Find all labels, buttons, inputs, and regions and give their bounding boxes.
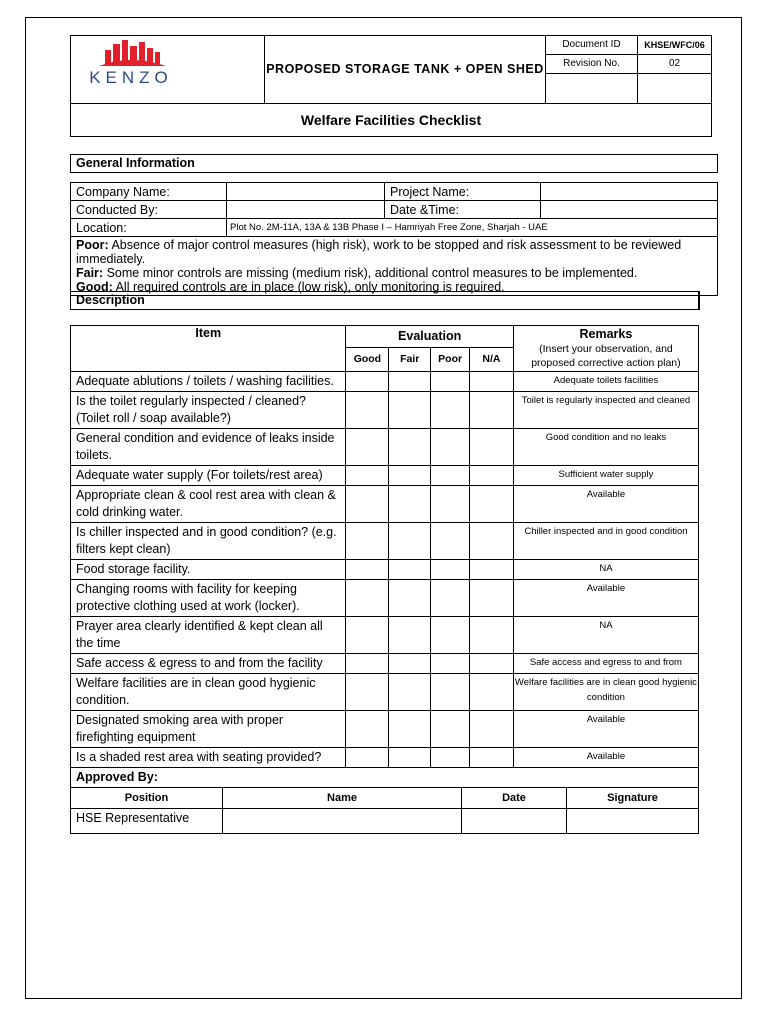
checklist-item: Is chiller inspected and in good condition? (e.g. filters kept clean) xyxy=(71,523,346,560)
eval-cell-na[interactable] xyxy=(470,429,514,466)
eval-col-na: N/A xyxy=(470,347,514,371)
checklist-row xyxy=(71,617,699,654)
poor-text: Absence of major control measures (high risk), work to be stopped and risk assessment to be reviewed immediately. xyxy=(76,238,682,266)
location-label: Location: xyxy=(71,219,227,237)
approval-date-value[interactable] xyxy=(462,809,567,834)
company-value[interactable] xyxy=(227,183,385,201)
eval-cell-good[interactable] xyxy=(346,466,389,486)
eval-cell-good[interactable] xyxy=(346,674,389,711)
eval-cell-fair[interactable] xyxy=(389,466,431,486)
eval-cell-fair[interactable] xyxy=(389,486,431,523)
eval-cell-na[interactable] xyxy=(470,617,514,654)
checklist-row xyxy=(71,654,699,674)
remarks-subheader: (Insert your observation, and proposed corrective action plan) xyxy=(531,343,681,369)
eval-cell-poor[interactable] xyxy=(431,429,470,466)
eval-cell-na[interactable] xyxy=(470,560,514,580)
eval-cell-poor[interactable] xyxy=(431,748,470,768)
checklist-item: Food storage facility. xyxy=(71,560,346,580)
approval-signature-value[interactable] xyxy=(567,809,699,834)
eval-cell-good[interactable] xyxy=(346,486,389,523)
checklist-row xyxy=(71,711,699,748)
eval-cell-good[interactable] xyxy=(346,711,389,748)
conducted-value[interactable] xyxy=(227,201,385,219)
conducted-label: Conducted By: xyxy=(71,201,227,219)
eval-cell-na[interactable] xyxy=(470,711,514,748)
eval-cell-poor[interactable] xyxy=(431,654,470,674)
eval-cell-fair[interactable] xyxy=(389,523,431,560)
eval-cell-poor[interactable] xyxy=(431,617,470,654)
poor-label: Poor: xyxy=(76,238,109,252)
eval-cell-good[interactable] xyxy=(346,372,389,392)
document-header xyxy=(70,35,712,137)
checklist-item: Welfare facilities are in clean good hygienic condition. xyxy=(71,674,346,711)
checklist-remark: Toilet is regularly inspected and cleaned xyxy=(513,392,698,429)
eval-col-good: Good xyxy=(346,347,389,371)
checklist-item: Designated smoking area with proper firefighting equipment xyxy=(71,711,346,748)
checklist-remark: Available xyxy=(513,748,698,768)
approval-col-name: Name xyxy=(223,788,462,809)
eval-cell-poor[interactable] xyxy=(431,372,470,392)
doc-id-label: Document ID xyxy=(546,36,638,55)
checklist-row xyxy=(71,674,699,711)
eval-cell-fair[interactable] xyxy=(389,580,431,617)
fair-label: Fair: xyxy=(76,266,104,280)
checklist-remark: Good condition and no leaks xyxy=(513,429,698,466)
eval-cell-good[interactable] xyxy=(346,560,389,580)
eval-cell-na[interactable] xyxy=(470,748,514,768)
eval-cell-fair[interactable] xyxy=(389,748,431,768)
eval-cell-good[interactable] xyxy=(346,429,389,466)
checklist-remark: NA xyxy=(513,617,698,654)
project-label: Project Name: xyxy=(385,183,541,201)
eval-cell-na[interactable] xyxy=(470,392,514,429)
eval-col-fair: Fair xyxy=(389,347,431,371)
checklist-item: Changing rooms with facility for keeping protective clothing used at work (locker). xyxy=(71,580,346,617)
approval-col-date: Date xyxy=(462,788,567,809)
project-title: PROPOSED STORAGE TANK + OPEN SHED xyxy=(265,36,546,104)
eval-cell-fair[interactable] xyxy=(389,617,431,654)
eval-cell-fair[interactable] xyxy=(389,429,431,466)
company-label: Company Name: xyxy=(71,183,227,201)
fair-text: Some minor controls are missing (medium risk), additional control measures to be implemented. xyxy=(106,266,638,280)
approval-name-value[interactable] xyxy=(223,809,462,834)
checklist-remark: NA xyxy=(513,560,698,580)
checklist-item: Adequate water supply (For toilets/rest area) xyxy=(71,466,346,486)
checklist-row xyxy=(71,580,699,617)
approval-position-value: HSE Representative xyxy=(71,809,223,834)
remarks-header-cell xyxy=(513,326,698,372)
eval-cell-na[interactable] xyxy=(470,523,514,560)
eval-cell-fair[interactable] xyxy=(389,372,431,392)
checklist-item: Is a shaded rest area with seating provided? xyxy=(71,748,346,768)
checklist-row xyxy=(71,372,699,392)
general-info-table xyxy=(70,182,718,296)
checklist-row xyxy=(71,466,699,486)
eval-cell-good[interactable] xyxy=(346,654,389,674)
good-label: Good: xyxy=(76,280,113,294)
checklist-remark: Available xyxy=(513,711,698,748)
checklist-table xyxy=(70,325,699,788)
eval-cell-fair[interactable] xyxy=(389,560,431,580)
eval-cell-poor[interactable] xyxy=(431,523,470,560)
kenzo-logo xyxy=(71,36,264,98)
eval-cell-na[interactable] xyxy=(470,486,514,523)
logo-cell xyxy=(71,36,265,104)
description-heading: Description xyxy=(70,291,700,310)
checklist-item: Prayer area clearly identified & kept clean all the time xyxy=(71,617,346,654)
project-value[interactable] xyxy=(541,183,718,201)
eval-cell-good[interactable] xyxy=(346,392,389,429)
checklist-remark: Safe access and egress to and from xyxy=(513,654,698,674)
eval-cell-poor[interactable] xyxy=(431,580,470,617)
eval-cell-fair[interactable] xyxy=(389,392,431,429)
eval-cell-fair[interactable] xyxy=(389,711,431,748)
revision-label: Revision No. xyxy=(546,54,638,73)
datetime-value[interactable] xyxy=(541,201,718,219)
approved-by-label: Approved By: xyxy=(71,768,699,788)
eval-cell-poor[interactable] xyxy=(431,392,470,429)
checklist-rows xyxy=(71,372,699,768)
eval-cell-poor[interactable] xyxy=(431,466,470,486)
checklist-item: Appropriate clean & cool rest area with clean & cold drinking water. xyxy=(71,486,346,523)
eval-cell-fair[interactable] xyxy=(389,654,431,674)
checklist-remark: Chiller inspected and in good condition xyxy=(513,523,698,560)
checklist-remark: Adequate toilets facilities xyxy=(513,372,698,392)
eval-cell-fair[interactable] xyxy=(389,674,431,711)
eval-cell-poor[interactable] xyxy=(431,560,470,580)
checklist-row xyxy=(71,429,699,466)
datetime-label: Date &Time: xyxy=(385,201,541,219)
checklist-remark: Welfare facilities are in clean good hygienic condition xyxy=(513,674,698,711)
good-text: All required controls are in place (low risk), only monitoring is required. xyxy=(115,280,505,294)
checklist-item: Safe access & egress to and from the facility xyxy=(71,654,346,674)
logo-text: KENZO xyxy=(89,68,173,87)
eval-cell-poor[interactable] xyxy=(431,674,470,711)
eval-cell-good[interactable] xyxy=(346,523,389,560)
eval-col-poor: Poor xyxy=(431,347,470,371)
checklist-row xyxy=(71,560,699,580)
location-value: Plot No. 2M-11A, 13A & 13B Phase I – Hamriyah Free Zone, Sharjah - UAE xyxy=(227,219,718,237)
checklist-item: Is the toilet regularly inspected / cleaned? (Toilet roll / soap available?) xyxy=(71,392,346,429)
eval-cell-na[interactable] xyxy=(470,372,514,392)
eval-cell-na[interactable] xyxy=(470,654,514,674)
eval-cell-na[interactable] xyxy=(470,466,514,486)
checklist-remark: Sufficient water supply xyxy=(513,466,698,486)
eval-cell-good[interactable] xyxy=(346,580,389,617)
checklist-row xyxy=(71,523,699,560)
remarks-header: Remarks xyxy=(579,327,633,341)
checklist-row xyxy=(71,748,699,768)
evaluation-header: Evaluation xyxy=(346,326,513,348)
approval-col-signature: Signature xyxy=(567,788,699,809)
eval-cell-na[interactable] xyxy=(470,674,514,711)
checklist-item: General condition and evidence of leaks inside toilets. xyxy=(71,429,346,466)
doc-id-value: KHSE/WFC/06 xyxy=(638,36,712,55)
checklist-row xyxy=(71,392,699,429)
risk-legend xyxy=(71,237,718,296)
item-header: Item xyxy=(71,326,346,372)
approval-col-position: Position xyxy=(71,788,223,809)
revision-value: 02 xyxy=(638,54,712,73)
eval-cell-poor[interactable] xyxy=(431,711,470,748)
general-info-heading: General Information xyxy=(70,154,718,173)
checklist-row xyxy=(71,486,699,523)
checklist-remark: Available xyxy=(513,486,698,523)
approval-table xyxy=(70,787,699,834)
eval-cell-poor[interactable] xyxy=(431,486,470,523)
checklist-title: Welfare Facilities Checklist xyxy=(71,104,712,137)
eval-cell-good[interactable] xyxy=(346,617,389,654)
checklist-remark: Available xyxy=(513,580,698,617)
eval-cell-na[interactable] xyxy=(470,580,514,617)
checklist-item: Adequate ablutions / toilets / washing facilities. xyxy=(71,372,346,392)
eval-cell-good[interactable] xyxy=(346,748,389,768)
